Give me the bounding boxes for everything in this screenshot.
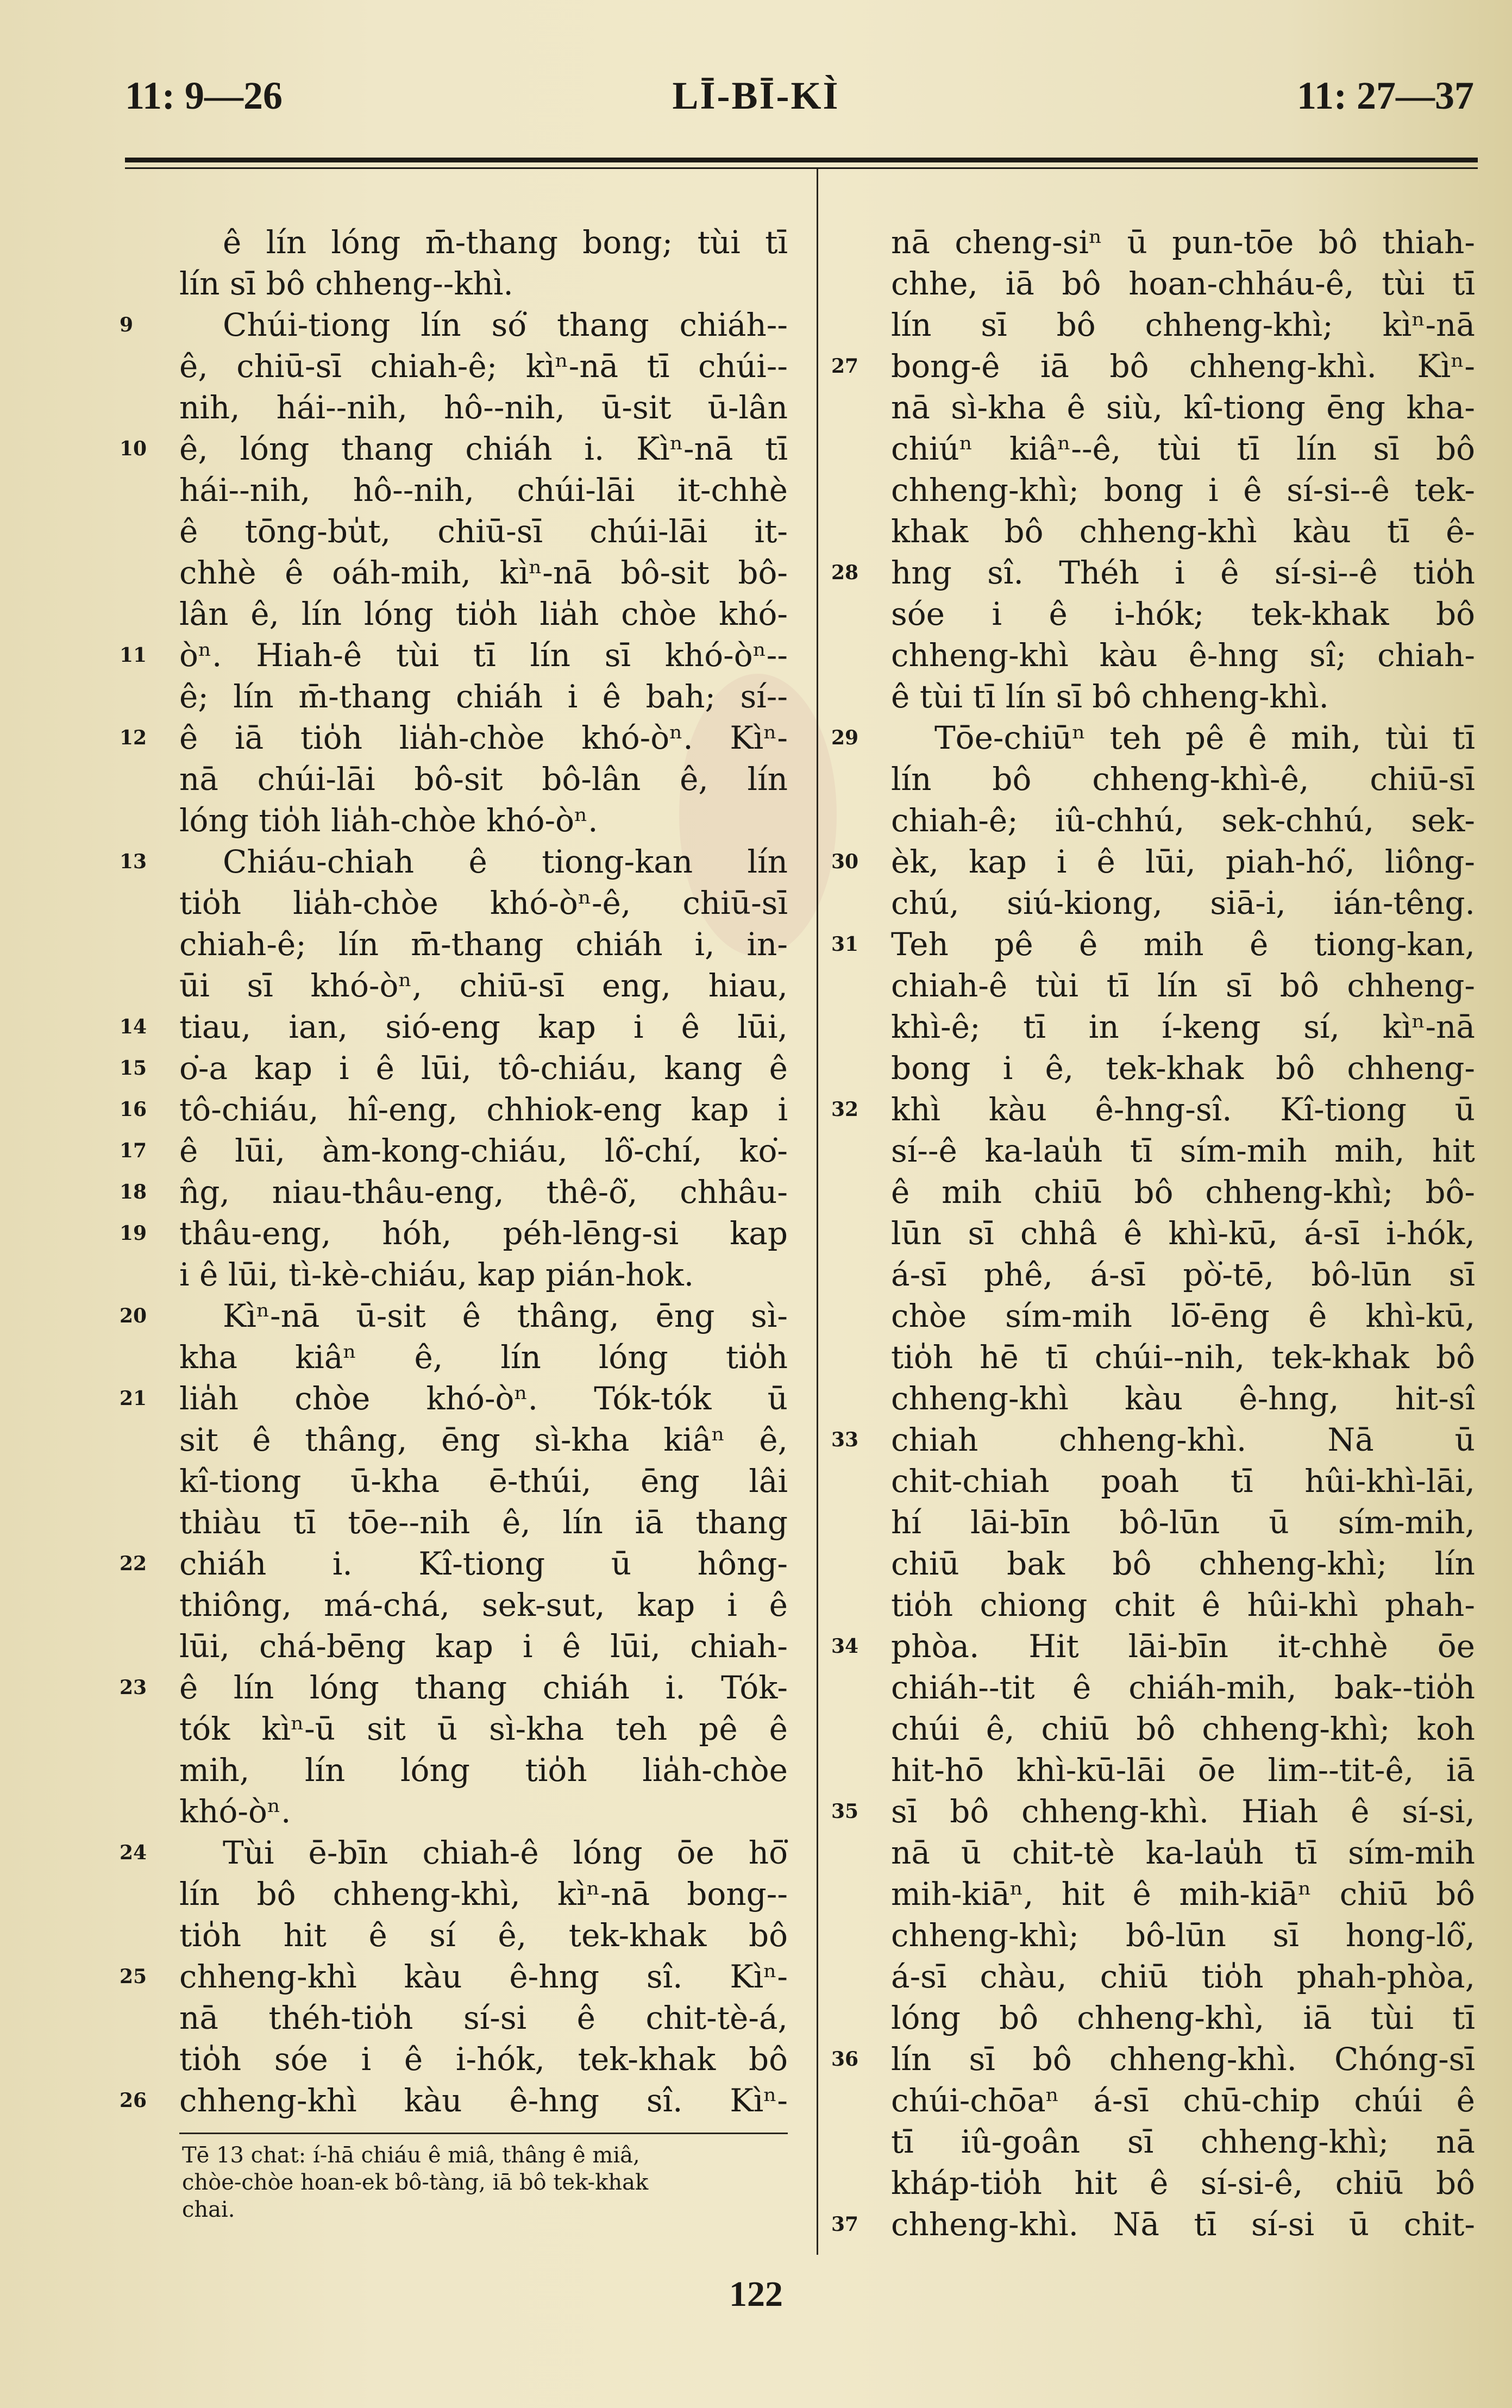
text-line [120,1667,788,1708]
line-text: chheng-khì. Nā tī sí-si ū chit- [891,2206,1475,2243]
line-text: mih-kiāⁿ, hit ê mih-kiāⁿ chiū bô [891,1876,1475,1912]
line-text: chúi-chōaⁿ á-sī chū-chip chúi ê [891,2082,1475,2119]
line-text: khak bô chheng-khì kàu tī ê- [891,513,1475,550]
line-text: lia̍h chòe khó-òⁿ. Tók-tók ū [179,1380,788,1417]
text-line [891,2080,1475,2121]
line-text: chiáh--tit ê chiáh-mih, bak--tio̍h [891,1669,1475,1706]
line-text: mih, lín lóng tio̍h lia̍h-chòe [179,1752,788,1789]
text-line [831,2039,1475,2080]
text-line [179,1502,788,1543]
line-text: Kìⁿ-nā ū-sit ê thâng, ēng sì- [223,1297,788,1334]
line-text: ūi sī khó-òⁿ, chiū-sī eng, hiau, [179,967,788,1004]
text-line [179,676,788,717]
line-text: ê tōng-bu̍t, chiū-sī chúi-lāi it- [179,513,788,550]
text-line [179,1626,788,1667]
text-line [179,469,788,511]
verse-number: 35 [831,1800,859,1823]
text-line [179,924,788,965]
text-line [891,263,1475,304]
text-line [831,1791,1475,1832]
line-text: chheng-khì kàu ê-hng sî. Kìⁿ- [179,1958,788,1995]
verse-number: 36 [831,2048,859,2071]
verse-number: 13 [120,850,147,873]
right-column [831,222,1475,2245]
text-line [891,1708,1475,1749]
footnote-line: chai. [182,2197,235,2222]
line-text: tio̍h hē tī chúi--nih, tek-khak bô [891,1339,1475,1376]
line-text: phòa. Hit lāi-bīn it-chhè ōe [891,1628,1475,1665]
text-line [179,1749,788,1791]
header-rule-thick [125,158,1478,162]
verse-number: 20 [120,1305,147,1327]
verse-number: 37 [831,2213,859,2236]
text-line [891,1915,1475,1956]
text-line [831,924,1475,965]
line-text: thâu-eng, hóh, péh-lēng-si kap [179,1215,788,1252]
text-line [179,593,788,635]
text-line [891,1048,1475,1089]
verse-number: 10 [120,437,147,460]
line-text: bong i ê, tek-khak bô chheng- [891,1050,1475,1087]
verse-number: 30 [831,850,859,873]
verse-number: 11 [120,644,147,667]
text-line [179,1791,788,1832]
text-line [891,1460,1475,1502]
text-line [120,1048,788,1089]
line-text: ê iā tio̍h lia̍h-chòe khó-òⁿ. Kìⁿ- [179,719,788,756]
line-text: chiū bak bô chheng-khì; lín [891,1545,1475,1582]
line-text: ê tùi tī lín sī bô chheng-khì. [891,678,1329,715]
line-text: kî-tiong ū-kha ē-thúi, ēng lâi [179,1463,788,1500]
line-text: Teh pê ê mih ê tiong-kan, [891,926,1475,963]
line-text: chheng-khì kàu ê-hng sî. Kìⁿ- [179,2082,788,2119]
line-text: hái--nih, hô--nih, chúi-lāi it-chhè [179,472,788,509]
text-line [891,635,1475,676]
text-line [891,1956,1475,1997]
verse-number: 32 [831,1098,859,1121]
text-line [179,346,788,387]
line-text: chheng-khì kàu ê-hng sî; chiah- [891,637,1475,674]
line-text: ê, lóng thang chiáh i. Kìⁿ-nā tī [179,430,788,467]
page-number: 122 [729,2274,783,2314]
text-line [120,841,788,882]
text-line [831,1089,1475,1130]
line-text: khì kàu ê-hng-sî. Kî-tiong ū [891,1091,1475,1128]
text-line [120,1130,788,1171]
text-line [891,387,1475,428]
left-column [120,222,788,2121]
line-text: chheng-khì kàu ê-hng, hit-sî [891,1380,1475,1417]
text-line [891,511,1475,552]
text-line [179,1419,788,1460]
line-text: nā ū chit-tè ka-lau̍h tī sím-mih [891,1834,1475,1871]
line-text: nā théh-tio̍h sí-si ê chit-tè-á, [179,1999,788,2036]
verse-number: 19 [120,1222,147,1245]
text-line [891,469,1475,511]
text-line [179,1584,788,1626]
line-text: lūi, chá-bēng kap i ê lūi, chiah- [179,1628,788,1665]
line-text: chiah-ê tùi tī lín sī bô chheng- [891,967,1475,1004]
text-line [120,1543,788,1584]
running-head-left: 11: 9—26 [125,74,283,117]
text-line [891,1502,1475,1543]
text-line [831,1419,1475,1460]
line-text: nā sì-kha ê siù, kî-tiong ēng kha- [891,389,1475,426]
line-text: sóe i ê i-hók; tek-khak bô [891,595,1475,632]
line-text: á-sī chàu, chiū tio̍h phah-phòa, [891,1958,1475,1995]
line-text: tio̍h lia̍h-chòe khó-òⁿ-ê, chiū-sī [179,885,788,921]
text-line [179,222,788,263]
footnote-line: chòe-chòe hoan-ek bô-tàng, iā bô tek-khak [182,2170,649,2195]
verse-number: 24 [120,1841,147,1864]
header-rule-thin [125,167,1478,169]
line-text: bong-ê iā bô chheng-khì. Kìⁿ- [891,348,1475,385]
line-text: tô-chiáu, hî-eng, chhiok-eng kap i [179,1091,788,1128]
text-line [891,882,1475,924]
verse-number: 14 [120,1015,147,1038]
verse-number: 27 [831,355,859,378]
line-text: ê lín lóng thang chiáh i. Tók- [179,1669,788,1706]
line-text: chiah-ê; iû-chhú, sek-chhú, sek- [891,802,1475,839]
text-line [120,1832,788,1873]
line-text: lín sī bô chheng-khì. Chóng-sī [891,2041,1475,2078]
line-text: sit ê thâng, ēng sì-kha kiâⁿ ê, [179,1421,788,1458]
line-text: á-sī phê, á-sī pò͘-tē, bô-lūn sī [891,1256,1475,1293]
text-line [179,965,788,1006]
text-line [120,2080,788,2121]
line-text: èk, kap i ê lūi, piah-hó͘, liông- [891,843,1475,880]
line-text: chòe sím-mih lō͘-ēng ê khì-kū, [891,1297,1475,1334]
line-text: lín sī bô chheng-khì; kìⁿ-nā [891,306,1475,343]
text-line [120,1089,788,1130]
verse-number: 28 [831,561,859,584]
text-line [891,1130,1475,1171]
line-text: chiáh i. Kî-tiong ū hông- [179,1545,788,1582]
text-line [179,1337,788,1378]
text-line [120,635,788,676]
text-line [891,2162,1475,2204]
text-line [179,387,788,428]
line-text: tio̍h sóe i ê i-hók, tek-khak bô [179,2041,788,2078]
line-text: khó-òⁿ. [179,1793,291,1830]
line-text: Chiáu-chiah ê tiong-kan lín [223,843,788,880]
verse-number: 17 [120,1139,147,1162]
text-line [891,1254,1475,1295]
line-text: chiah chheng-khì. Nā ū [891,1421,1475,1458]
line-text: ê lūi, àm-kong-chiáu, lô͘-chí, ko͘- [179,1132,788,1169]
line-text: hit-hō khì-kū-lāi ōe lim--tit-ê, iā [891,1752,1475,1789]
footnote-rule [179,2133,788,2134]
text-line [120,1295,788,1337]
text-line [179,1873,788,1915]
text-line [179,1254,788,1295]
line-text: o͘-a kap i ê lūi, tô-chiáu, kang ê [179,1050,788,1087]
text-line [891,1213,1475,1254]
line-text: lín bô chheng-khì, kìⁿ-nā bong-- [179,1876,788,1912]
text-line [179,552,788,593]
text-line [891,1171,1475,1213]
line-text: chhe, iā bô hoan-chháu-ê, tùi tī [891,265,1475,302]
text-line [179,1708,788,1749]
line-text: khì-ê; tī in í-keng sí, kìⁿ-nā [891,1008,1475,1045]
line-text: nā chúi-lāi bô-sit bô-lân ê, lín [179,761,788,798]
line-text: nih, hái--nih, hô--nih, ū-sit ū-lân [179,389,788,426]
line-text: lân ê, lín lóng tio̍h lia̍h chòe khó- [179,595,788,632]
text-line [179,1460,788,1502]
line-text: òⁿ. Hiah-ê tùi tī lín sī khó-òⁿ-- [179,637,788,674]
line-text: kha kiâⁿ ê, lín lóng tio̍h [179,1339,788,1376]
line-text: n̂g, niau-thâu-eng, thê-ô͘, chhâu- [179,1174,788,1211]
text-line [891,1584,1475,1626]
text-line [891,1295,1475,1337]
text-line [891,1337,1475,1378]
line-text: Tōe-chiūⁿ teh pê ê mih, tùi tī [934,719,1475,756]
text-line [891,1378,1475,1419]
line-text: kháp-tio̍h hit ê sí-si-ê, chiū bô [891,2165,1475,2202]
line-text: chheng-khì; bong i ê sí-si--ê tek- [891,472,1475,509]
verse-number: 34 [831,1635,859,1658]
line-text: tiau, ian, sió-eng kap i ê lūi, [179,1008,788,1045]
text-line [891,1749,1475,1791]
line-text: ê, chiū-sī chiah-ê; kìⁿ-nā tī chúi-- [179,348,788,385]
verse-number: 22 [120,1552,147,1575]
line-text: sí--ê ka-lau̍h tī sím-mih mih, hit [891,1132,1475,1169]
text-line [891,1543,1475,1584]
text-line [891,1667,1475,1708]
text-line [179,511,788,552]
running-head-title: LĪ-BĪ-KÌ [672,74,840,117]
line-text: ê; lín m̄-thang chiáh i ê bah; sí-- [179,678,788,715]
line-text: hng sî. Théh i ê sí-si--ê tio̍h [891,554,1475,591]
line-text: Tùi ē-bīn chiah-ê lóng ōe hō͘ [223,1834,788,1871]
line-text: lūn sī chhâ ê khì-kū, á-sī i-hók, [891,1215,1475,1252]
line-text: tio̍h hit ê sí ê, tek-khak bô [179,1917,788,1954]
line-text: chit-chiah poah tī hûi-khì-lāi, [891,1463,1475,1500]
text-line [891,965,1475,1006]
line-text: thiàu tī tōe--nih ê, lín iā thang [179,1504,788,1541]
footnote-line: Tē 13 chat: í-hā chiáu ê miâ, thâng ê miâ, [182,2143,640,2168]
line-text: lóng tio̍h lia̍h-chòe khó-òⁿ. [179,802,598,839]
text-line [179,758,788,800]
verse-number: 23 [120,1676,147,1699]
column-divider [817,168,818,2255]
line-text: lín sī bô chheng--khì. [179,265,513,302]
text-line [831,2204,1475,2245]
text-line [891,1006,1475,1048]
text-line [179,1915,788,1956]
line-text: lín bô chheng-khì-ê, chiū-sī [891,761,1475,798]
text-line [831,717,1475,758]
line-text: chú, siú-kiong, siā-i, ián-têng. [891,885,1475,921]
line-text: thiông, má-chá, sek-sut, kap i ê [179,1586,788,1623]
text-line [831,552,1475,593]
line-text: tio̍h chiong chit ê hûi-khì phah- [891,1586,1475,1623]
verse-number: 12 [120,726,147,749]
text-line [179,882,788,924]
text-line [179,2039,788,2080]
text-line [891,1873,1475,1915]
text-line [891,593,1475,635]
verse-number: 16 [120,1098,147,1121]
verse-number: 18 [120,1181,147,1203]
running-head-right: 11: 27—37 [1296,74,1474,117]
text-line [891,676,1475,717]
text-line [831,841,1475,882]
verse-number: 25 [120,1965,147,1988]
footnote [182,2142,788,2223]
text-line [120,1006,788,1048]
verse-number: 29 [831,726,859,749]
text-line [891,800,1475,841]
text-line [179,800,788,841]
line-text: tók kìⁿ-ū sit ū sì-kha teh pê ê [179,1710,788,1747]
line-text: i ê lūi, tì-kè-chiáu, kap pián-hok. [179,1256,694,1293]
line-text: chúi ê, chiū bô chheng-khì; koh [891,1710,1475,1747]
line-text: hí lāi-bīn bô-lūn ū sím-mih, [891,1504,1475,1541]
text-line [891,222,1475,263]
text-line [120,717,788,758]
text-line [120,1378,788,1419]
line-text: lóng bô chheng-khì, iā tùi tī [891,1999,1475,2036]
verse-number: 26 [120,2089,147,2112]
line-text: nā cheng-siⁿ ū pun-tōe bô thiah- [891,224,1475,261]
line-text: chiah-ê; lín m̄-thang chiáh i, in- [179,926,788,963]
line-text: chhè ê oáh-mih, kìⁿ-nā bô-sit bô- [179,554,788,591]
text-line [891,758,1475,800]
text-line [120,1213,788,1254]
verse-number: 33 [831,1428,859,1451]
verse-number: 15 [120,1057,147,1080]
text-line [120,1956,788,1997]
text-line [891,304,1475,346]
verse-number: 31 [831,933,859,956]
verse-number: 9 [120,313,134,336]
text-line [831,1626,1475,1667]
verse-number: 21 [120,1387,147,1410]
text-line [120,428,788,469]
text-line [891,2121,1475,2162]
line-text: tī iû-goân sī chheng-khì; nā [891,2123,1475,2160]
text-line [120,304,788,346]
text-line [891,428,1475,469]
line-text: Chúi-tiong lín só͘ thang chiáh-- [223,306,788,343]
line-text: chheng-khì; bô-lūn sī hong-lô͘, [891,1917,1475,1954]
line-text: ê lín lóng m̄-thang bong; tùi tī [223,224,788,261]
text-line [120,1171,788,1213]
text-line [891,1832,1475,1873]
line-text: ê mih chiū bô chheng-khì; bô- [891,1174,1475,1211]
text-line [891,1997,1475,2039]
text-line [179,1997,788,2039]
line-text: sī bô chheng-khì. Hiah ê sí-si, [891,1793,1475,1830]
line-text: chiúⁿ kiâⁿ--ê, tùi tī lín sī bô [891,430,1475,467]
text-line [179,263,788,304]
text-line [831,346,1475,387]
